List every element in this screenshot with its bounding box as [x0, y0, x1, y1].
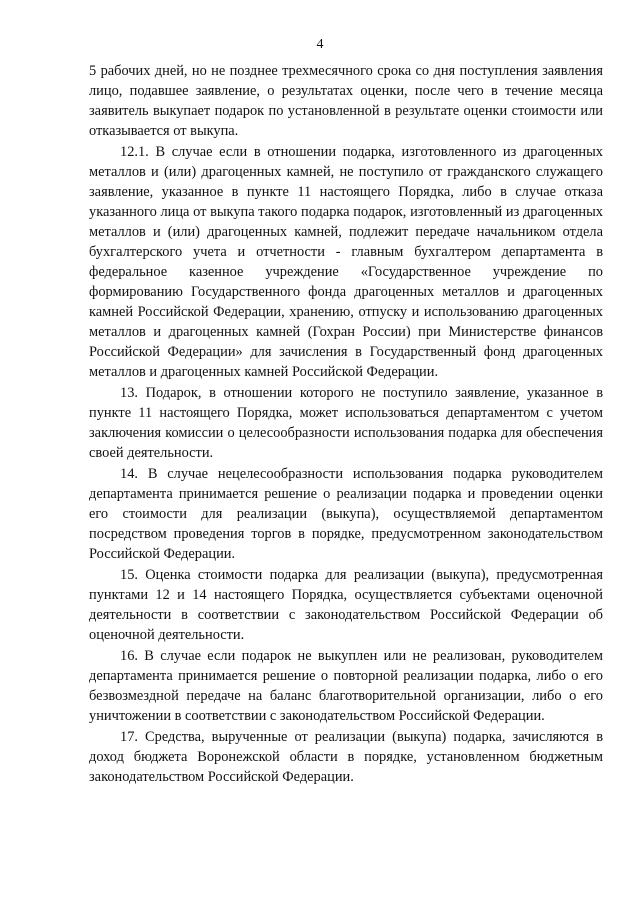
paragraph-clause-16: 16. В случае если подарок не выкуплен или не реализован, руководителем департамента принимается решение о повторной реализации подарка, либо о его безвозмездной передаче на баланс благотворительной организации, либо о его уничтожении в соответствии с законодательством Российской Федерации.	[89, 648, 603, 724]
paragraph-continuation: 5 рабочих дней, но не позднее трехмесячного срока со дня поступления заявления лицо, подавшее заявление, о результатах оценки, после чего в течение месяца заявитель выкупает подарок по установленной в результате оценки стоимости или отказывается от выкупа.	[89, 63, 603, 139]
paragraph-clause-15: 15. Оценка стоимости подарка для реализации (выкупа), предусмотренная пунктами 12 и 14 настоящего Порядка, осуществляется субъектами оценочной деятельности в соответствии с законодательством Российской Федерации об оценочной деятельности.	[89, 567, 603, 643]
paragraph-clause-13: 13. Подарок, в отношении которого не поступило заявление, указанное в пункте 11 настоящего Порядка, может использоваться департаментом с учетом заключения комиссии о целесообразности использования подарка для обеспечения своей деятельности.	[89, 385, 603, 461]
paragraph-clause-14: 14. В случае нецелесообразности использования подарка руководителем департамента принимается решение о реализации подарка и проведении оценки его стоимости для реализации (выкупа), осуществляемой департаментом посредством проведения торгов в порядке, предусмотренном законодательством Российской Федерации.	[89, 466, 603, 562]
paragraph-clause-12-1: 12.1. В случае если в отношении подарка, изготовленного из драгоценных металлов и (или) драгоценных камней, не поступило от гражданского служащего заявление, указанное в пункте 11 настоящего Порядка, либо в случае отказа указанного лица от выкупа такого подарка подарок, изготовленный из драгоценных металлов и (или) драгоценных камней, подлежит передаче начальником отдела бухгалтерского учета и отчетности - главным бухгалтером департамента в федеральное казенное учреждение «Государственное учреждение по формированию Государственного фонда драгоценных металлов и драгоценных камней Российской Федерации, хранению, отпуску и использованию драгоценных металлов и драгоценных камней (Гохран России) при Министерстве финансов Российской Федерации» для зачисления в Государственный фонд драгоценных металлов и драгоценных камней Российской Федерации.	[89, 144, 603, 380]
page-number: 4	[316, 37, 324, 52]
document-body	[89, 61, 603, 787]
paragraph-clause-17: 17. Средства, вырученные от реализации (выкупа) подарка, зачисляются в доход бюджета Воронежской области в порядке, установленном бюджетным законодательством Российской Федерации.	[89, 729, 603, 785]
